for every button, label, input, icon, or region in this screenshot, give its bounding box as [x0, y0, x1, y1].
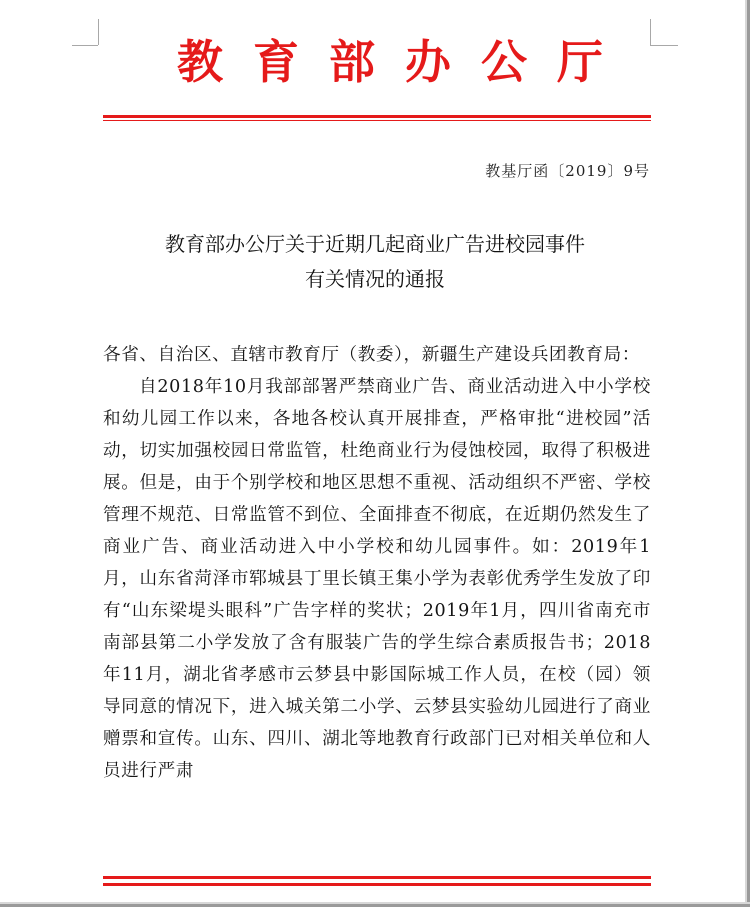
document-number: 教基厅函〔2019〕9号: [485, 162, 650, 180]
body-paragraph: 自2018年10月我部部署严禁商业广告、商业活动进入中小学校和幼儿园工作以来，各地各校认真开展排查，严格审批“进校园”活动，切实加强校园日常监管，杜绝商业行为侵蚀校园，取得了积极进展。但是，由于个别学校和地区思想不重视、活动组织不严密、学校管理不规范、日常监管不到位、全面排查不彻底，在近期仍然发生了商业广告、商业活动进入中小学校和幼儿园事件。如：2019年1月，山东省菏泽市郓城县丁里长镇王集小学为表彰优秀学生发放了印有“山东梁堤头眼科”广告字样的奖状；2019年1月，四川省南充市南部县第二小学发放了含有服装广告的学生综合素质报告书；2018年11月，湖北省孝感市云梦县中影国际城工作人员，在校（园）领导同意的情况下，进入城关第二小学、云梦县实验幼儿园进行了商业赠票和宣传。山东、四川、湖北等地教育行政部门已对相关单位和人员进行严肃: [103, 377, 651, 781]
footer-rule-bottom: [103, 883, 651, 886]
letterhead-rule-thick: [103, 115, 651, 118]
document-body: [103, 339, 651, 787]
letterhead-rule-thin: [103, 120, 651, 121]
document-title-line-1: 教育部办公厅关于近期几起商业广告进校园事件: [165, 232, 585, 256]
document-title-line-2: 有关情况的通报: [305, 267, 445, 291]
letterhead-title: 教育部办公厅: [177, 35, 633, 89]
document-title: [0, 227, 750, 297]
footer-rule-top: [103, 876, 651, 879]
salutation: 各省、自治区、直辖市教育厅（教委），新疆生产建设兵团教育局：: [103, 345, 641, 365]
